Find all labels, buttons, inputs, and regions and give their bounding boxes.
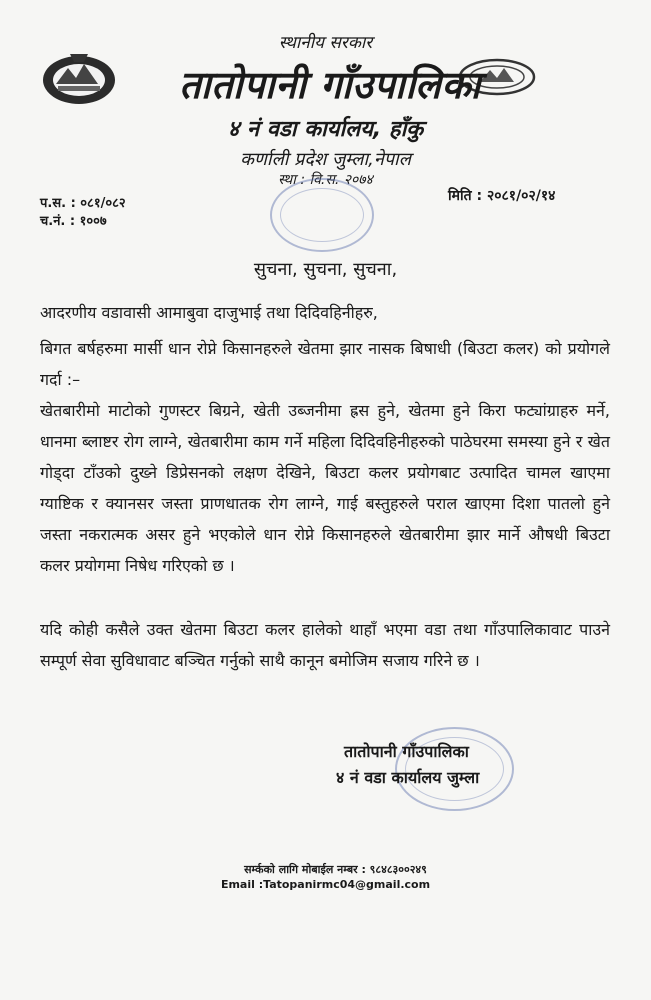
- signature-office: ४ नं वडा कार्यालय जुम्ला: [336, 768, 480, 787]
- dispatch-number: च.नं. : १००७: [40, 214, 107, 229]
- notice-heading: सुचना, सुचना, सुचना,: [253, 259, 398, 280]
- municipality-title: तातोपानी गाँउपालिका: [179, 63, 481, 107]
- paragraph-intro: बिगत बर्षहरुमा मार्सी धान रोप्ने किसानहरुले खेतमा झार नासक बिषाधी (बिउटा कलर) को प्रयोगले गर्दा :–: [40, 339, 610, 389]
- paragraph-penalty: यदि कोही कसैले उक्त खेतमा बिउटा कलर हालेको थाहाँ भएमा वडा तथा गाँउपालिकावाट पाउने सम्पूर्ण सेवा सुविधावाट बञ्चित गर्नुको साथै कानून बमोजिम सजाय गरिने छ ।: [40, 620, 610, 670]
- salutation: आदरणीय वडावासी आमाबुवा दाजुभाई तथा दिदिवहिनीहरु,: [40, 303, 378, 322]
- fiscal-year: प.स. : ०८१/०८२: [40, 196, 126, 211]
- letter-date: मिति : २०८१/०२/१४: [448, 188, 556, 204]
- ward-office-name: ४ नं वडा कार्यालय, हाँकु: [227, 117, 424, 142]
- contact-email: Email :Tatopanirmc04@gmail.com: [220, 878, 431, 891]
- paragraph-effects: खेतबारीमो माटोको गुणस्टर बिग्रने, खेती उब्जनीमा ह्रस हुने, खेतमा हुने किरा फट्यांग्राहरु मर्ने, धानमा ब्लाष्टर रोग लाग्ने, खेतबारीमा काम गर्ने महिला दिदिवहिनीहरुको पाठेघरमा समस्या हुने र खेत गोड्दा टाँउको दुख्ने डिप्रेसनको लक्षण देखिने, बिउटा कलर प्रयोगबाट उत्पादित चामल खाएमा ग्याष्टिक र क्यानसर जस्ता प्राणधातक रोग लाग्ने, गाई बस्तुहरुले पराल खाएमा दिशा पातलो हुने जस्ता नकरात्मक असर हुने भएकोले धान रोप्ने किसानहरुले खेतबारीमा झार मार्ने औषधी बिउटा कलर प्रयोगमा निषेध गरिएको छ ।: [40, 401, 610, 575]
- established-year: स्था : वि.स. २०७४: [278, 172, 373, 188]
- nepal-emblem-logo: [40, 50, 118, 106]
- office-address: कर्णाली प्रदेश जुम्ला,नेपाल: [240, 149, 411, 170]
- office-stamp: [270, 178, 374, 252]
- local-government-label: स्थानीय सरकार: [278, 33, 373, 53]
- signature-municipality: तातोपानी गाँउपालिका: [344, 742, 469, 761]
- contact-phone: सर्म्कको लागि मोबाईल नम्बर : ९८४८३००२४९: [244, 863, 427, 876]
